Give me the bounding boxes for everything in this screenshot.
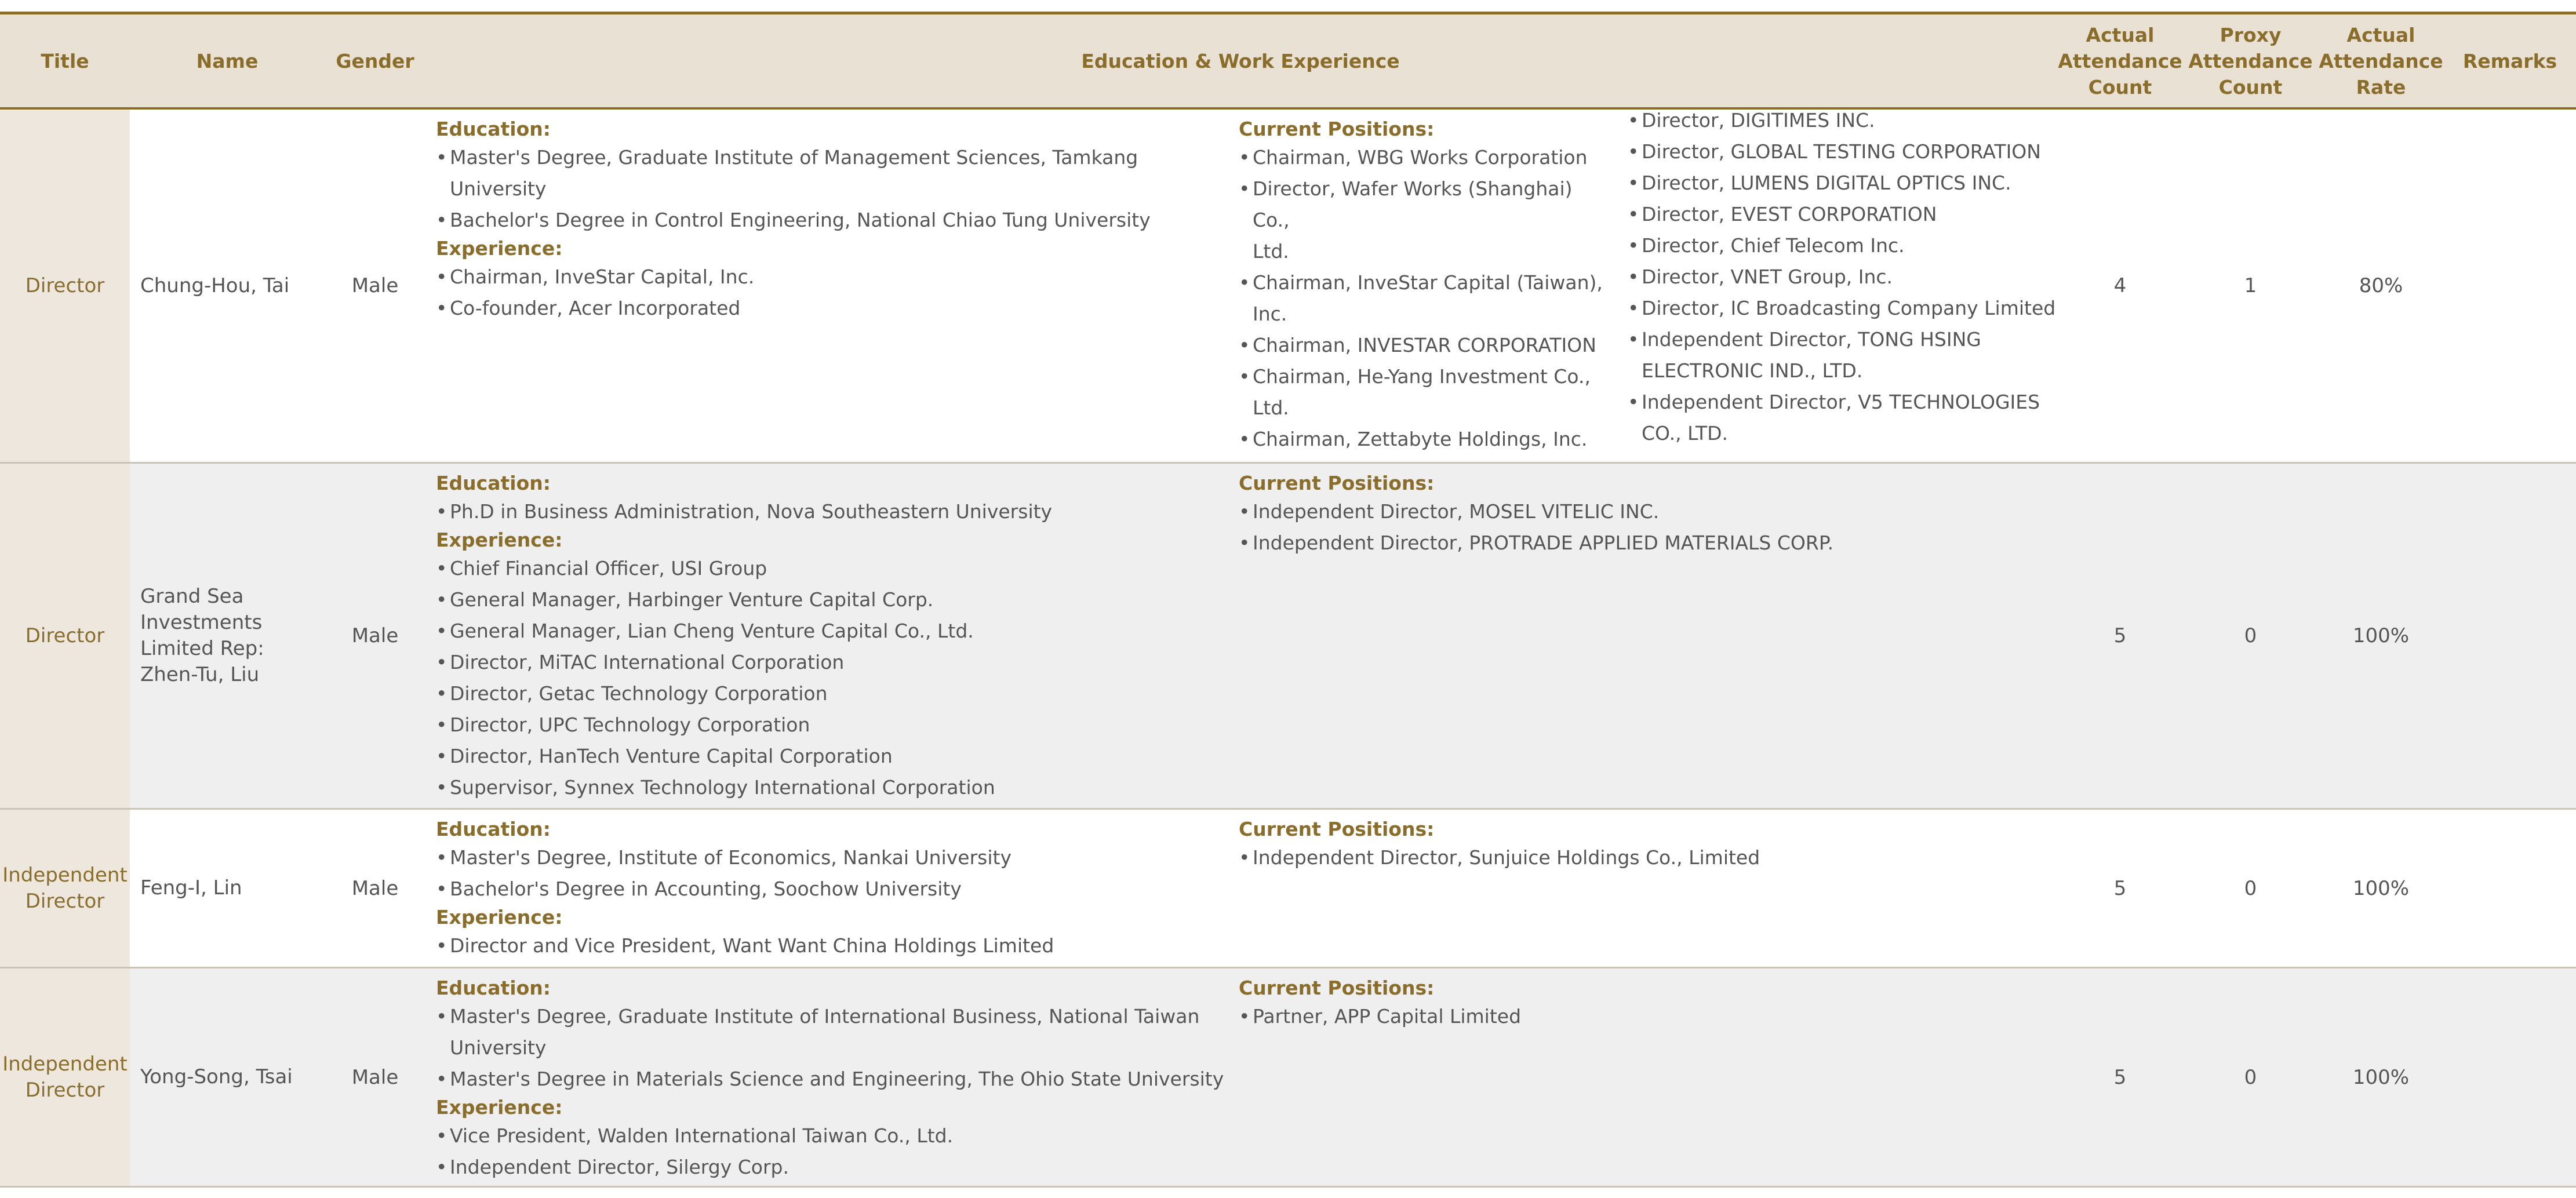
education-experience-block [436, 817, 1224, 962]
education-label: Education: [436, 977, 551, 999]
list-item: • Independent Director, Silergy Corp. [436, 1152, 1224, 1183]
list-item [1239, 424, 1610, 455]
list-item: • Co-founder, Acer Incorporated [436, 293, 1224, 324]
list-item-line: University [450, 1036, 547, 1059]
list-item-line: • Director, VNET Group, Inc. [1642, 265, 1893, 288]
list-item-line: • Director, Chief Telecom Inc. [1642, 234, 1905, 257]
table-header [0, 14, 2576, 110]
list-item-line: • Director, DIGITIMES INC. [1642, 109, 1875, 132]
list-item-line: • Director, IC Broadcasting Company Limited [1642, 297, 2056, 319]
list-item-line: CO., LTD. [1642, 422, 1729, 445]
list-item: • Master's Degree, Graduate Institute of Management Sciences, Tamkang University [436, 142, 1224, 205]
current-positions-block [1239, 975, 2050, 1032]
row-title: Director [0, 110, 130, 462]
list-item: • Director, HanTech Venture Capital Corporation [436, 741, 1224, 772]
actual-attendance-rate: 100% [2352, 624, 2410, 647]
proxy-attendance-count: 1 [2244, 274, 2257, 297]
list-item-line: Ltd. [1253, 396, 1289, 419]
list-item-line: ELECTRONIC IND., LTD. [1642, 359, 1863, 382]
education-label: Education: [436, 818, 551, 840]
list-item [1628, 261, 2057, 293]
list-item-line: Ltd. [1253, 240, 1289, 263]
education-label: Education: [436, 472, 551, 494]
list-item [1628, 387, 2057, 449]
list-item-line: • Director, Wafer Works (Shanghai) Co., [1253, 177, 1573, 231]
actual-attendance-count: 5 [2113, 1065, 2127, 1089]
row-name: Feng-I, Lin [140, 876, 242, 900]
list-item: • Director, MiTAC International Corporation [436, 647, 1224, 678]
list-item [1628, 199, 2057, 230]
table-row [0, 810, 2576, 968]
list-item [1628, 324, 2057, 387]
list-item: • Ph.D in Business Administration, Nova Southeastern University [436, 496, 1224, 527]
list-item: • Independent Director, Sunjuice Holdings Co., Limited [1239, 842, 2050, 873]
list-item-line: • Chairman, Zettabyte Holdings, Inc. [1253, 428, 1588, 450]
experience-label: Experience: [436, 237, 563, 260]
proxy-attendance-count: 0 [2244, 1065, 2257, 1089]
current-positions-label: Current Positions: [1239, 118, 1435, 140]
actual-attendance-count: 5 [2113, 624, 2127, 647]
list-item: • Independent Director, MOSEL VITELIC INC. [1239, 496, 2050, 527]
col-actual-rate-header: Actual Attendance Rate [2319, 23, 2443, 99]
table-row [0, 110, 2576, 464]
actual-attendance-count: 5 [2113, 876, 2127, 900]
list-item [1239, 330, 1610, 361]
list-item: • General Manager, Harbinger Venture Capital Corp. [436, 584, 1224, 616]
list-item [436, 1064, 1224, 1095]
list-item: • Bachelor's Degree in Accounting, Soochow University [436, 873, 1224, 905]
col-remarks-header: Remarks [2462, 49, 2557, 72]
experience-label: Experience: [436, 529, 563, 551]
col-gender-header: Gender [336, 49, 414, 72]
row-name: Chung-Hou, Tai [140, 274, 290, 297]
list-item [1239, 267, 1610, 330]
actual-attendance-rate: 100% [2352, 876, 2410, 900]
list-item: • Independent Director, PROTRADE APPLIED MATERIALS CORP. [1239, 527, 2050, 559]
list-item: • Partner, APP Capital Limited [1239, 1001, 2050, 1032]
list-item [1628, 167, 2057, 199]
current-positions-label: Current Positions: [1239, 977, 1435, 999]
education-experience-block [436, 116, 1224, 324]
list-item-line: • Chairman, INVESTAR CORPORATION [1253, 334, 1596, 356]
current-positions-block [1239, 116, 1610, 455]
education-experience-block [436, 975, 1224, 1183]
col-education-work-header: Education & Work Experience [1081, 49, 1400, 72]
list-item [1628, 230, 2057, 261]
actual-attendance-rate: 100% [2352, 1065, 2410, 1089]
list-item-line: • Director, LUMENS DIGITAL OPTICS INC. [1642, 172, 2011, 194]
list-item: • Director, Getac Technology Corporation [436, 678, 1224, 709]
row-gender: Male [351, 624, 399, 647]
actual-attendance-count: 4 [2113, 274, 2127, 297]
row-gender: Male [351, 876, 399, 900]
current-positions-block [1239, 471, 2050, 559]
proxy-attendance-count: 0 [2244, 876, 2257, 900]
list-item-line: • Independent Director, TONG HSING [1642, 328, 1981, 351]
row-gender: Male [351, 274, 399, 297]
current-positions-block [1239, 817, 2050, 873]
list-item: • Chairman, InveStar Capital, Inc. [436, 261, 1224, 293]
proxy-attendance-count: 0 [2244, 624, 2257, 647]
list-item: • Master's Degree, Institute of Economics, Nankai University [436, 842, 1224, 873]
row-name: Yong-Song, Tsai [140, 1065, 293, 1088]
list-item-line: • Master's Degree, Graduate Institute of International Business, National Taiwan [450, 1005, 1200, 1028]
list-item [1628, 105, 2057, 136]
list-item-line: • Chairman, He-Yang Investment Co., [1253, 365, 1591, 388]
list-item [1628, 293, 2057, 324]
list-item: • Director and Vice President, Want Want China Holdings Limited [436, 930, 1224, 962]
list-item [1239, 142, 1610, 173]
col-name-header: Name [196, 49, 259, 72]
education-experience-block [436, 471, 1224, 803]
row-title: Independent Director [0, 968, 130, 1186]
current-positions-label: Current Positions: [1239, 818, 1435, 840]
list-item-line: • Chairman, InveStar Capital (Taiwan), [1253, 271, 1603, 294]
list-item-line: Inc. [1253, 303, 1287, 325]
actual-attendance-rate: 80% [2359, 274, 2403, 297]
current-positions-block-continued [1628, 105, 2057, 449]
list-item [1628, 136, 2057, 167]
board-table [0, 12, 2576, 1188]
list-item-line: • Independent Director, V5 TECHNOLOGIES [1642, 391, 2040, 413]
current-positions-label: Current Positions: [1239, 472, 1435, 494]
list-item: • Supervisor, Synnex Technology International Corporation [436, 772, 1224, 803]
list-item-line: • Master's Degree in Materials Science and Engineering, The Ohio State University [450, 1068, 1224, 1090]
list-item [1239, 173, 1610, 267]
list-item: • Director, UPC Technology Corporation [436, 709, 1224, 741]
row-title: Independent Director [0, 810, 130, 967]
list-item-line: • Director, EVEST CORPORATION [1642, 203, 1937, 225]
col-actual-count-header: Actual Attendance Count [2058, 23, 2182, 99]
table-row [0, 464, 2576, 810]
list-item-line: • Director, GLOBAL TESTING CORPORATION [1642, 140, 2041, 163]
list-item [436, 1001, 1224, 1064]
experience-label: Experience: [436, 906, 563, 928]
list-item: • Chief Financial Officer, USI Group [436, 553, 1224, 584]
col-title-header: Title [41, 49, 89, 72]
list-item: • General Manager, Lian Cheng Venture Capital Co., Ltd. [436, 616, 1224, 647]
row-title: Director [0, 464, 130, 808]
row-name: Grand Sea Investments Limited Rep: Zhen-Tu, Liu [140, 585, 264, 686]
list-item: • Vice President, Walden International Taiwan Co., Ltd. [436, 1120, 1224, 1152]
col-proxy-count-header: Proxy Attendance Count [2188, 23, 2313, 99]
table-row [0, 968, 2576, 1188]
list-item [1239, 361, 1610, 424]
list-item: • Bachelor's Degree in Control Engineering, National Chiao Tung University [436, 205, 1224, 236]
list-item-line: • Chairman, WBG Works Corporation [1253, 146, 1588, 169]
education-label: Education: [436, 118, 551, 140]
experience-label: Experience: [436, 1096, 563, 1119]
row-gender: Male [351, 1065, 399, 1089]
